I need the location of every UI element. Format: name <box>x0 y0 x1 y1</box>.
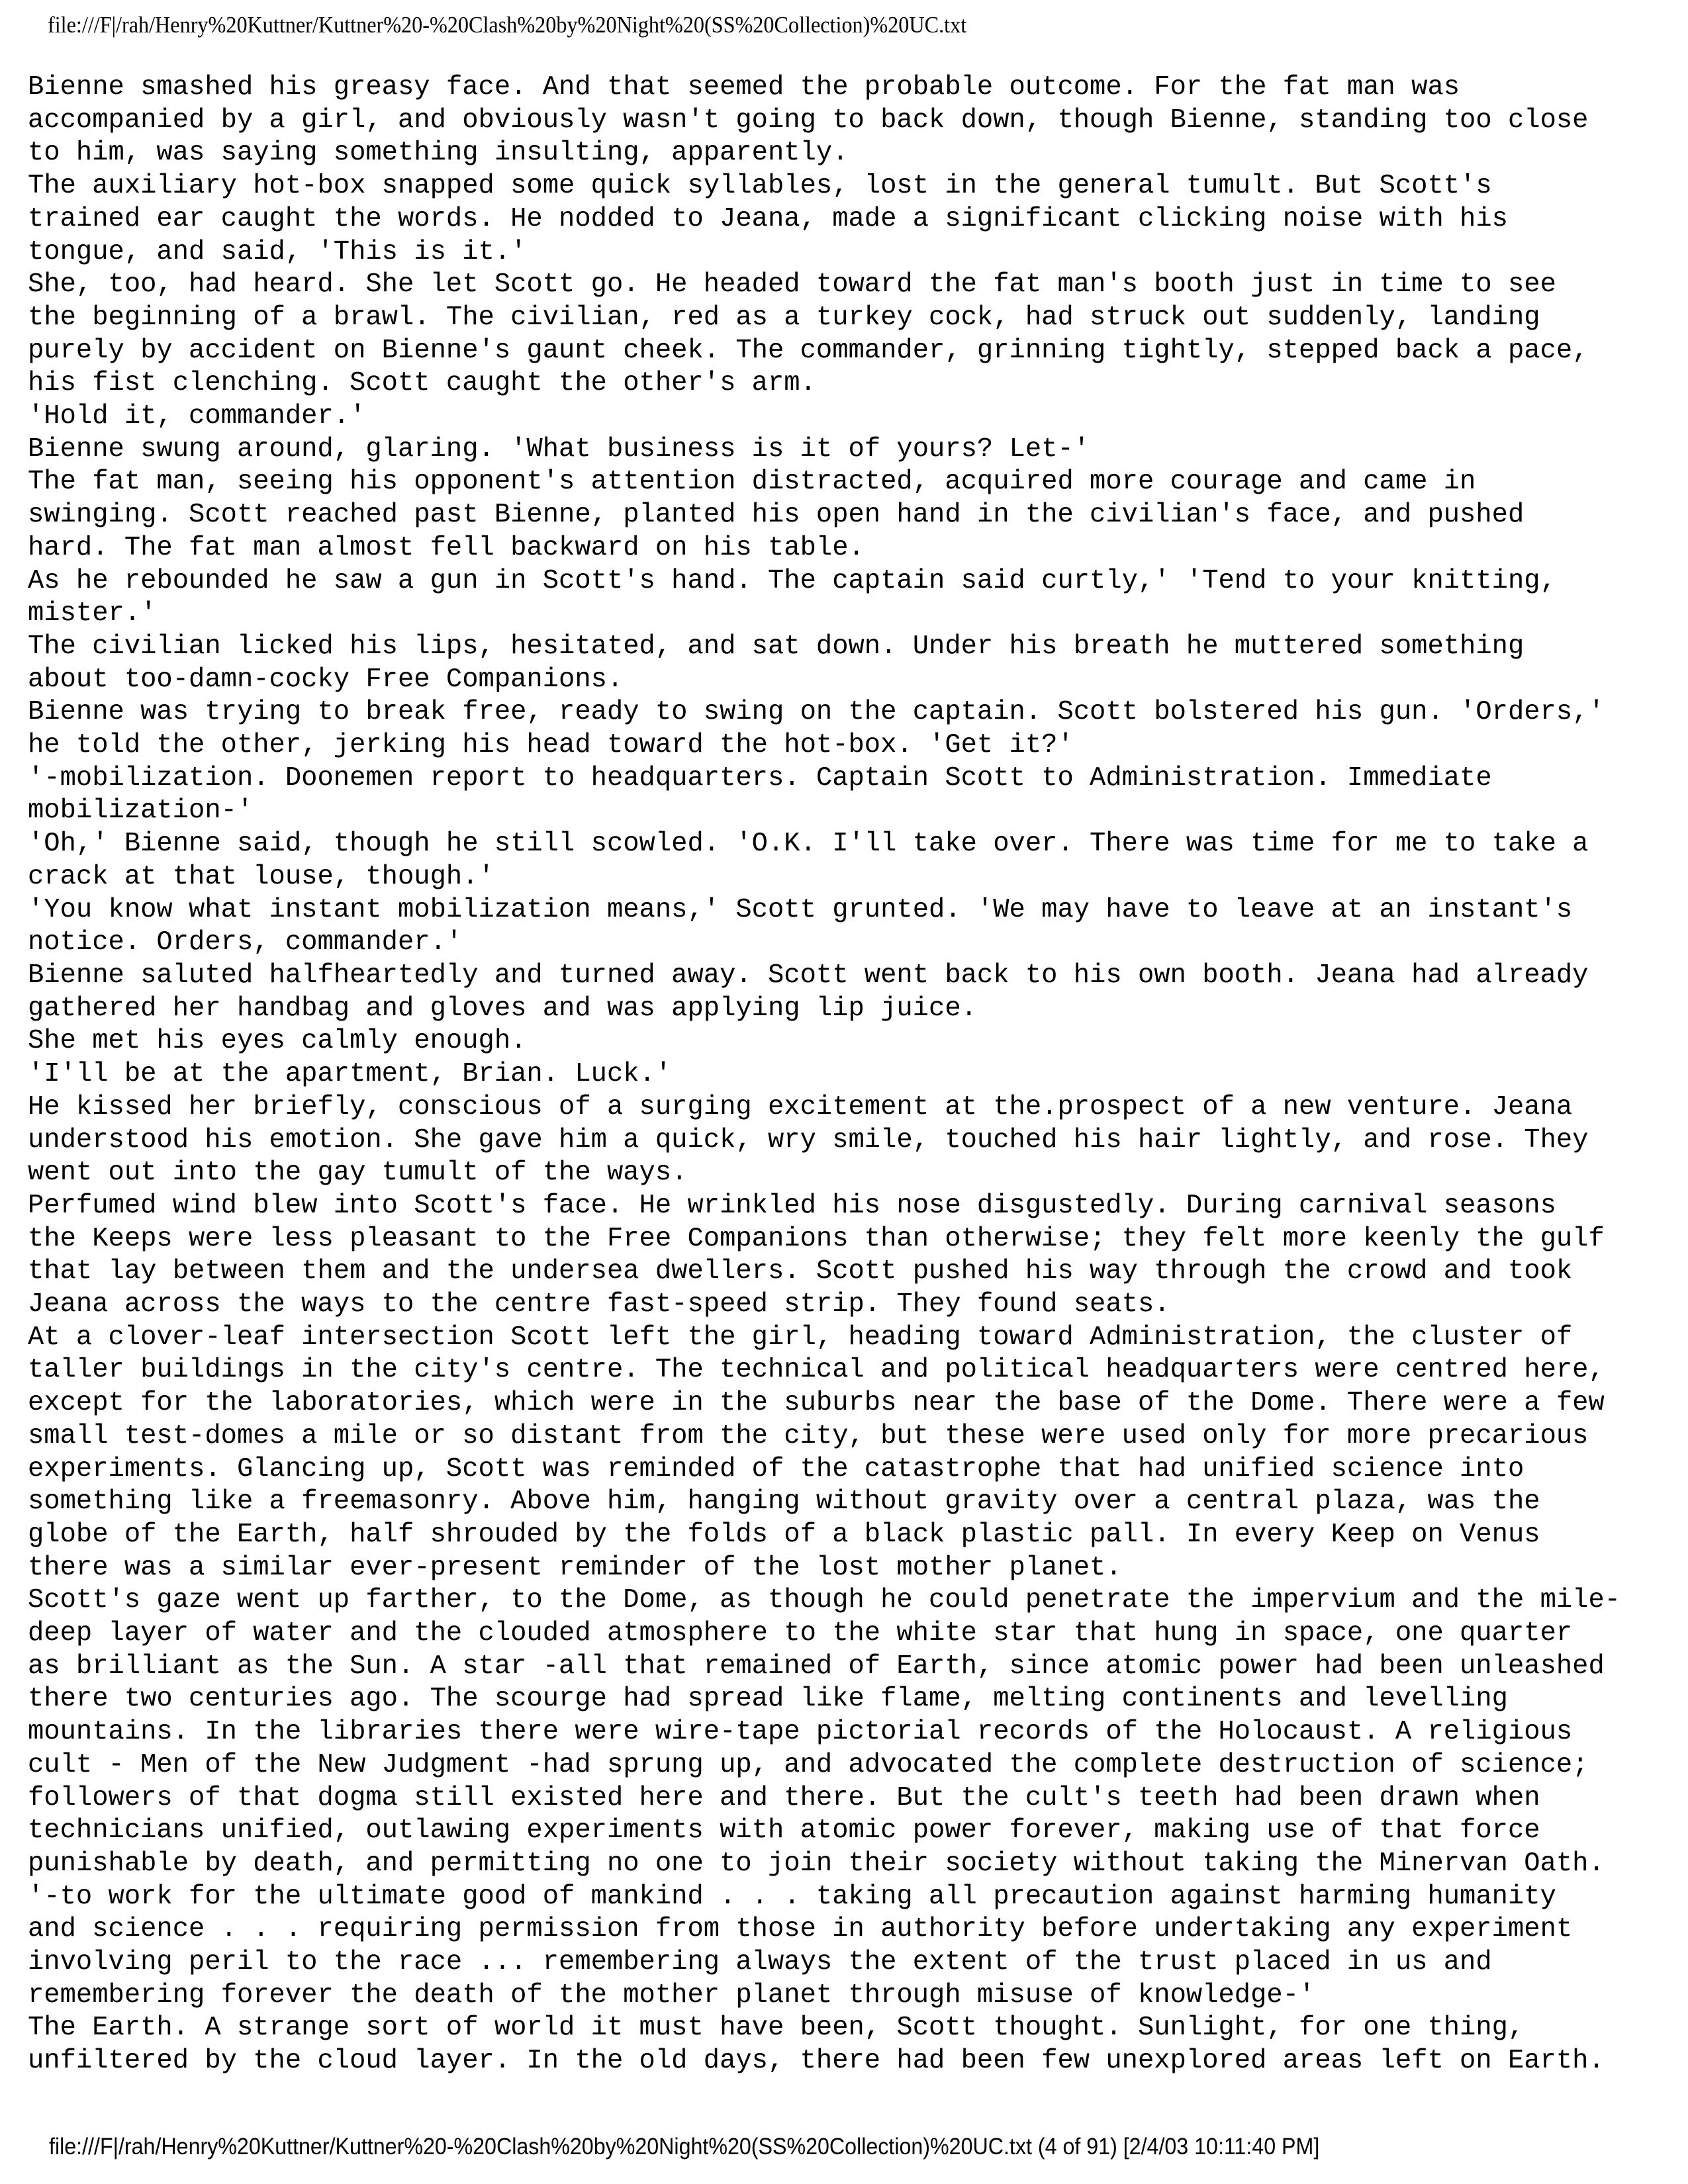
text-line: Scott's gaze went up farther, to the Dome, as though he could penetrate the impervium and the mile- <box>28 1585 1621 1616</box>
text-line: The auxiliary hot-box snapped some quick syllables, lost in the general tumult. But Scott's <box>28 171 1492 202</box>
text-line: gathered her handbag and gloves and was applying lip juice. <box>28 993 977 1024</box>
text-line: punishable by death, and permitting no one to join their society without taking the Minervan Oath. <box>28 1848 1605 1879</box>
text-line: he told the other, jerking his head toward the hot-box. 'Get it?' <box>28 730 1074 761</box>
text-line: the beginning of a brawl. The civilian, red as a turkey cock, had struck out suddenly, landing <box>28 302 1540 333</box>
text-line: involving peril to the race ... remembering always the extent of the trust placed in us and <box>28 1947 1492 1978</box>
text-line: trained ear caught the words. He nodded to Jeana, made a significant clicking noise with his <box>28 203 1508 234</box>
text-line: and science . . . requiring permission from those in authority before undertaking any experiment <box>28 1914 1573 1945</box>
text-line: As he rebounded he saw a gun in Scott's hand. The captain said curtly,' 'Tend to your knitting, <box>28 565 1556 596</box>
text-line: The fat man, seeing his opponent's attention distracted, acquired more courage and came in <box>28 467 1476 498</box>
text-line: Bienne saluted halfheartedly and turned away. Scott went back to his own booth. Jeana had already <box>28 960 1589 991</box>
text-line: swinging. Scott reached past Bienne, planted his open hand in the civilian's face, and pushed <box>28 500 1524 531</box>
text-line: mountains. In the libraries there were wire-tape pictorial records of the Holocaust. A religious <box>28 1717 1573 1748</box>
text-line: The civilian licked his lips, hesitated, and sat down. Under his breath he muttered something <box>28 631 1524 662</box>
text-line: Bienne swung around, glaring. 'What business is it of yours? Let-' <box>28 433 1090 465</box>
text-line: Jeana across the ways to the centre fast-speed strip. They found seats. <box>28 1289 1170 1320</box>
text-line: Perfumed wind blew into Scott's face. He wrinkled his nose disgustedly. During carnival seasons <box>28 1190 1556 1221</box>
text-line: At a clover-leaf intersection Scott left the girl, heading toward Administration, the cluster of <box>28 1322 1573 1353</box>
text-line: mobilization-' <box>28 796 254 827</box>
text-line: He kissed her briefly, conscious of a surging excitement at the.prospect of a new venture. Jeana <box>28 1091 1573 1122</box>
text-line: accompanied by a girl, and obviously wasn't going to back down, though Bienne, standing too close <box>28 105 1589 136</box>
text-line: technicians unified, outlawing experiments with atomic power forever, making use of that force <box>28 1815 1540 1846</box>
text-line: She, too, had heard. She let Scott go. He headed toward the fat man's booth just in time to see <box>28 269 1556 300</box>
text-line: to him, was saying something insulting, apparently. <box>28 138 849 169</box>
text-line: remembering forever the death of the mother planet through misuse of knowledge-' <box>28 1979 1315 2011</box>
text-line: deep layer of water and the clouded atmosphere to the white star that hung in space, one quarter <box>28 1618 1573 1649</box>
text-line: something like a freemasonry. Above him, hanging without gravity over a central plaza, was the <box>28 1486 1540 1518</box>
text-line: unfiltered by the cloud layer. In the old days, there had been few unexplored areas left on Earth. <box>28 2046 1605 2077</box>
text-line: there two centuries ago. The scourge had spread like flame, melting continents and levelling <box>28 1684 1508 1715</box>
text-line: 'You know what instant mobilization means,' Scott grunted. 'We may have to leave at an instant's <box>28 894 1573 925</box>
header-file-url: file:///F|/rah/Henry%20Kuttner/Kuttner%20-%20Clash%20by%20Night%20(SS%20Collection)%20UC.txt <box>48 12 967 38</box>
text-line: tongue, and said, 'This is it.' <box>28 236 527 267</box>
text-line: taller buildings in the city's centre. The technical and political headquarters were centred here, <box>28 1355 1605 1386</box>
text-line: hard. The fat man almost fell backward on his table. <box>28 532 865 563</box>
text-line: followers of that dogma still existed here and there. But the cult's teeth had been drawn when <box>28 1782 1540 1813</box>
text-line: 'Oh,' Bienne said, though he still scowled. 'O.K. I'll take over. There was time for me to take a <box>28 829 1589 860</box>
footer-file-url-page-info: file:///F|/rah/Henry%20Kuttner/Kuttner%20-%20Clash%20by%20Night%20(SS%20Collection)%20UC.txt (4 of 91) [2/4/03 10:11:40 PM] <box>49 2134 1320 2160</box>
text-line: cult - Men of the New Judgment -had sprung up, and advocated the complete destruction of science; <box>28 1749 1589 1780</box>
text-line: 'I'll be at the apartment, Brian. Luck.' <box>28 1059 672 1090</box>
text-line: understood his emotion. She gave him a quick, wry smile, touched his hair lightly, and rose. They <box>28 1124 1589 1156</box>
text-line: Bienne was trying to break free, ready to swing on the captain. Scott bolstered his gun. 'Orders,' <box>28 697 1605 728</box>
text-line: except for the laboratories, which were in the suburbs near the base of the Dome. There were a few <box>28 1388 1605 1419</box>
text-line: the Keeps were less pleasant to the Free Companions than otherwise; they felt more keenly the gulf <box>28 1223 1605 1254</box>
text-line: that lay between them and the undersea dwellers. Scott pushed his way through the crowd and took <box>28 1256 1573 1287</box>
text-line: about too-damn-cocky Free Companions. <box>28 664 624 695</box>
text-line: experiments. Glancing up, Scott was reminded of the catastrophe that had unified science into <box>28 1453 1524 1484</box>
text-line: went out into the gay tumult of the ways. <box>28 1158 688 1189</box>
text-line: globe of the Earth, half shrouded by the folds of a black plastic pall. In every Keep on Venus <box>28 1519 1540 1550</box>
text-line: 'Hold it, commander.' <box>28 401 366 432</box>
document-body-text <box>28 71 1669 2078</box>
text-line: crack at that louse, though.' <box>28 861 494 892</box>
text-line: notice. Orders, commander.' <box>28 927 463 958</box>
text-line: The Earth. A strange sort of world it must have been, Scott thought. Sunlight, for one thing, <box>28 2013 1524 2044</box>
text-line: She met his eyes calmly enough. <box>28 1026 527 1057</box>
text-line: '-mobilization. Doonemen report to headquarters. Captain Scott to Administration. Immediate <box>28 762 1492 794</box>
text-line: as brilliant as the Sun. A star -all that remained of Earth, since atomic power had been unleashed <box>28 1651 1605 1682</box>
text-line: Bienne smashed his greasy face. And that seemed the probable outcome. For the fat man was <box>28 72 1460 103</box>
text-line: mister.' <box>28 598 157 629</box>
text-line: small test-domes a mile or so distant from the city, but these were used only for more precarious <box>28 1420 1589 1451</box>
text-line: '-to work for the ultimate good of mankind . . . taking all precaution against harming humanity <box>28 1881 1556 1912</box>
text-line: purely by accident on Bienne's gaunt cheek. The commander, grinning tightly, stepped back a pace, <box>28 335 1589 366</box>
text-line: there was a similar ever-present reminder of the lost mother planet. <box>28 1552 1122 1583</box>
text-line: his fist clenching. Scott caught the other's arm. <box>28 368 816 399</box>
